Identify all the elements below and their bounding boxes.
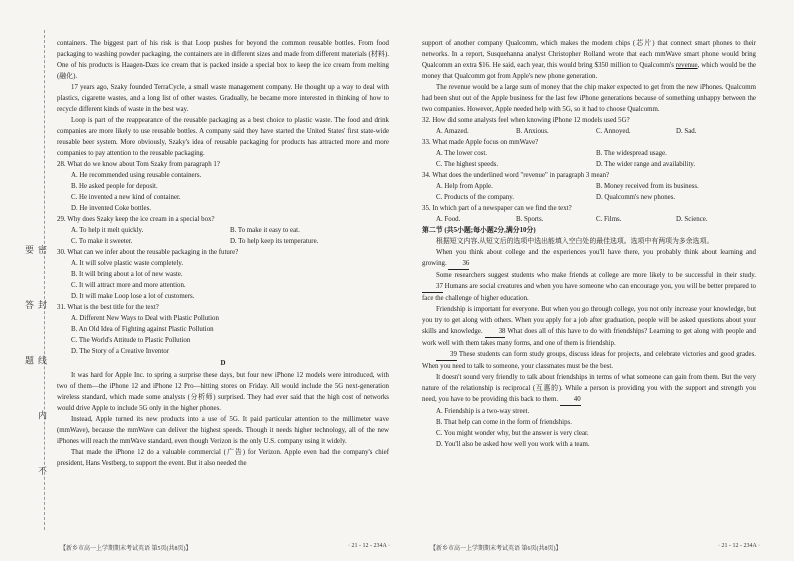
option: A. He recommended using reusable containers. bbox=[71, 172, 202, 179]
option: A. The lower cost. bbox=[436, 150, 487, 157]
paragraph bbox=[422, 372, 756, 406]
option: D. Qualcomm's new phones. bbox=[596, 194, 676, 201]
text-run: It doesn't sound very friendly to talk about friendships in terms of what someone can gain from them. But the very nature of the relationship is reciprocal (互惠的). While a person is providing you with the support and strength you need, you have to be providing this back to them. bbox=[422, 374, 756, 403]
option: B. Anxious. bbox=[516, 128, 549, 135]
option: D. Science. bbox=[676, 216, 708, 223]
blank-40: 40 bbox=[560, 394, 581, 406]
option: C. Products of the company. bbox=[436, 194, 515, 201]
option: D. He invented Coke bottles. bbox=[71, 205, 151, 212]
footer-code: · 21 - 12 - 234A · bbox=[348, 543, 390, 549]
blank-36: 36 bbox=[448, 258, 469, 270]
option: A. Food. bbox=[436, 216, 461, 223]
option: D. You'll also be asked how well you work with a team. bbox=[436, 441, 590, 448]
option: B. To make it easy to eat. bbox=[230, 227, 300, 234]
question-33: 33. What made Apple focus on mmWave? bbox=[422, 139, 539, 146]
paragraph bbox=[422, 349, 756, 372]
paragraph: Loop is part of the reappearance of the reusable packaging as a best choice to plastic waste. The food and drink companies are more likely to use reusable bottles. A company said they have started the United States' first state-wide reusable beer system. More obviously, Szaky's idea of reusable packaging for products has attracted more and more companies to pay attention to the reusable packaging. bbox=[57, 117, 389, 157]
footer-code: · 21 - 12 - 234A · bbox=[718, 543, 760, 549]
paragraph: That made the iPhone 12 do a valuable commercial (广告) for Verizon. Apple even had the company's chief president, Hans Vestberg, to support the event. But it also needed the bbox=[57, 449, 389, 467]
binding-margin bbox=[4, 30, 45, 530]
footer-title: 【新乡市高一上学期期末考试英语 第5页(共8页)】 bbox=[60, 546, 192, 552]
text-run: When you think about college and the experiences you'll have there, you probably think about learning and growing. bbox=[422, 249, 756, 267]
question-35: 35. In which part of a newspaper can we find the text? bbox=[422, 205, 572, 212]
paragraph: The revenue would be a large sum of money that the chip maker expected to get from the new iPhones. Qualcomm had been shut out of the Apple business for the last few iPhone generations because of something unhappy between the two companies. However, Apple needed help with 5G, so it had to choose Qualcomm. bbox=[422, 84, 756, 113]
option: A. Amazed. bbox=[436, 128, 469, 135]
option: C. He invented a new kind of container. bbox=[71, 194, 181, 201]
underlined-word: revenue bbox=[675, 62, 698, 69]
paragraph: It was hard for Apple Inc. to spring a surprise these days, but four new iPhone 12 models were introduced, with two of them—the iPhone 12 and iPhone 12 Pro—hitting stores on Friday. All would include the 5G next-generation wireless standard, which made some analysts (分析师) surprised. They had ever said that the high cost of networks would drive Apple to include 5G only in the higher phones. bbox=[57, 372, 389, 412]
footer-right bbox=[430, 543, 760, 552]
option: C. It will attract more and more attention. bbox=[71, 282, 186, 289]
option-row bbox=[436, 148, 756, 159]
right-column bbox=[422, 38, 756, 450]
option-row bbox=[436, 126, 756, 137]
paragraph bbox=[422, 304, 756, 349]
option: B. It will bring about a lot of new waste. bbox=[71, 271, 183, 278]
blank-38: 38 bbox=[485, 326, 506, 338]
binding-notice: 密 封 线 内 不 要 答 题 bbox=[24, 245, 47, 497]
question-28: 28. What do we know about Tom Szaky from paragraph 1? bbox=[57, 161, 220, 168]
footer-left bbox=[60, 543, 390, 552]
question-29: 29. Why does Szaky keep the ice cream in a special box? bbox=[57, 216, 215, 223]
option: C. The highest speeds. bbox=[436, 161, 499, 168]
option-row bbox=[71, 225, 389, 236]
paragraph: Instead, Apple turned its new products into a use of 5G. It paid particular attention to the millimeter wave (mmWave), because the mmWave can deliver the highest speeds. Though it needs higher technology, all of the new iPhones will reach the mmWave standard, even though Verizon is the only U.S. company using it widely. bbox=[57, 416, 389, 445]
question-31: 31. What is the best title for the text? bbox=[57, 304, 159, 311]
option-row bbox=[436, 181, 756, 192]
option: B. An Old Idea of Fighting against Plastic Pollution bbox=[71, 326, 214, 333]
question-30: 30. What can we infer about the reusable packaging in the future? bbox=[57, 249, 239, 256]
option: C. Annoyed. bbox=[596, 128, 631, 135]
option-row bbox=[436, 159, 756, 170]
paragraph: 17 years ago, Szaky founded TerraCycle, a small waste management company. He thought up a way to deal with plastics, cigarette wastes, and a long list of other wastes. Gradually, he became more interested in thinking of how to recycle different kinds of waste in the best way. bbox=[57, 84, 389, 113]
option: B. He asked people for deposit. bbox=[71, 183, 158, 190]
paragraph bbox=[422, 247, 756, 270]
option: B. Sports. bbox=[516, 216, 544, 223]
option: A. Help from Apple. bbox=[436, 183, 493, 190]
option: C. The World's Attitude to Plastic Pollution bbox=[71, 337, 191, 344]
option: D. To help keep its temperature. bbox=[230, 238, 319, 245]
option-row bbox=[436, 214, 756, 225]
option: D. The Story of a Creative Inventor bbox=[71, 348, 170, 355]
option: C. Films. bbox=[596, 216, 622, 223]
paragraph bbox=[422, 38, 756, 82]
footer-title: 【新乡市高一上学期期末考试英语 第6页(共8页)】 bbox=[430, 546, 562, 552]
blank-39: 39 bbox=[436, 349, 457, 361]
text-run: , which would be the money that Qualcomm got from Apple's new phone generation. bbox=[422, 62, 756, 80]
option: A. Friendship is a two-way street. bbox=[436, 408, 530, 415]
text-run: support of another company Qualcomm, which makes the modem chips (芯片) that connect smart phones to their networks. In a report, Susquehanna analyst Christopher Rolland wrote that each mmWave smart phone would bring Qualcomm an extra $16. He said, each year, this would bring $350 million to Qualcomm's bbox=[422, 40, 756, 69]
blank-37: 37 bbox=[422, 281, 443, 293]
question-32: 32. How did some analysts feel when knowing iPhone 12 models used 5G? bbox=[422, 117, 630, 124]
text-run: What does all of this have to do with friendships? Learning to get along with people and work well with them takes many forms, and one of them is friendship. bbox=[422, 328, 756, 347]
option: A. Different New Ways to Deal with Plastic Pollution bbox=[71, 315, 219, 322]
paragraph: containers. The biggest part of his risk is that Loop pushes for beyond the common reusable bottles. From food packaging to washing powder packaging, the containers are in different sizes and made from different materials (材料). One of his products is Haagen-Dazs ice cream that is packed inside a special box to keep the ice cream from melting (融化). bbox=[57, 40, 389, 80]
option: A. To help it melt quickly. bbox=[71, 227, 144, 234]
option: B. Money received from its business. bbox=[596, 183, 699, 190]
section-two-heading: 第二节 (共5小题;每小题2分,满分10分) bbox=[422, 227, 536, 234]
option: B. The widespread usage. bbox=[596, 150, 667, 157]
option: D. The wider range and availability. bbox=[596, 161, 696, 168]
text-run: Humans are social creatures and when you have someone who can encourage you, you will be better prepared to face the challenge of higher education. bbox=[422, 283, 756, 302]
section-heading-d: D bbox=[220, 360, 226, 367]
paragraph bbox=[422, 270, 756, 304]
option: C. You might wonder why, but the answer is very clear. bbox=[436, 430, 589, 437]
left-column bbox=[57, 38, 389, 469]
section-two-instructions: 根据短文内容,从短文后的选项中选出能填入空白处的最佳选项。选项中有两项为多余选项。 bbox=[436, 238, 714, 245]
text-run: These students can form study groups, discuss ideas for projects, and celebrate victories and good grades. When you need to talk to someone, your classmates must be the best. bbox=[422, 351, 756, 370]
text-run: Friendship is important for everyone. But when you go through college, you not only increase your knowledge, but you try to get along with others. When you apply for a job after graduation, people will be asked questions about your skills and knowledge. bbox=[422, 306, 756, 335]
option: B. That help can come in the form of friendships. bbox=[436, 419, 572, 426]
text-run: Some researchers suggest students who make friends at college are more likely to be successful in their study. bbox=[436, 272, 756, 279]
option: D. It will make Loop lose a lot of customers. bbox=[71, 293, 195, 300]
option: C. To make it sweeter. bbox=[71, 238, 133, 245]
option-row bbox=[71, 236, 389, 247]
option-row bbox=[436, 192, 756, 203]
question-34: 34. What does the underlined word "revenue" in paragraph 3 mean? bbox=[422, 172, 610, 179]
option: D. Sad. bbox=[676, 128, 697, 135]
option: A. It will solve plastic waste completely. bbox=[71, 260, 184, 267]
